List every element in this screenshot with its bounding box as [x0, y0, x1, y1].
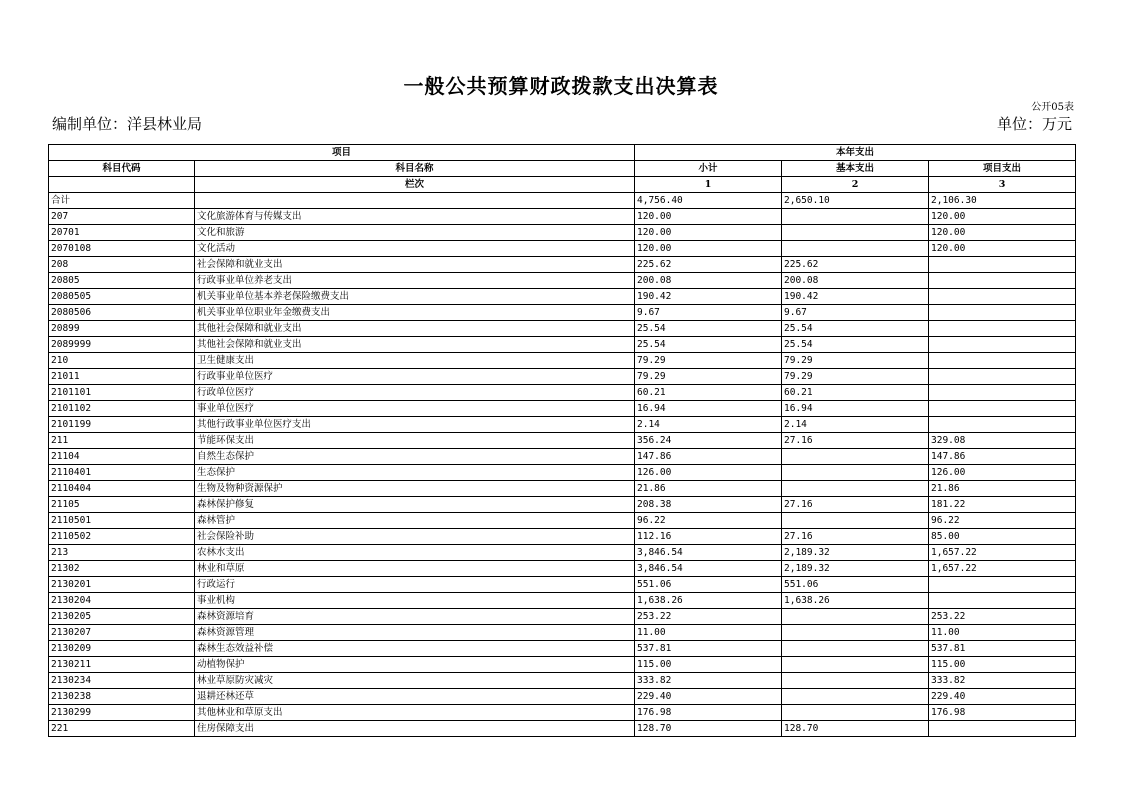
header-row-1 [49, 145, 1076, 161]
basic-cell: 79.29 [782, 353, 929, 369]
table-row [49, 289, 1076, 305]
subtotal-cell: 147.86 [635, 449, 782, 465]
basic-cell: 2,650.10 [782, 193, 929, 209]
basic-cell: 27.16 [782, 433, 929, 449]
name-cell: 森林管护 [195, 513, 635, 529]
name-cell: 行政事业单位养老支出 [195, 273, 635, 289]
project-cell [929, 369, 1076, 385]
subtotal-cell: 21.86 [635, 481, 782, 497]
table-row [49, 721, 1076, 737]
subtotal-cell: 225.62 [635, 257, 782, 273]
reporting-unit: 编制单位：洋县林业局 [52, 115, 203, 133]
code-cell: 21104 [49, 449, 195, 465]
table-row [49, 577, 1076, 593]
subtotal-cell: 60.21 [635, 385, 782, 401]
project-cell: 11.00 [929, 625, 1076, 641]
basic-cell [782, 449, 929, 465]
project-cell: 181.22 [929, 497, 1076, 513]
code-cell: 21105 [49, 497, 195, 513]
project-cell [929, 385, 1076, 401]
code-cell: 2130204 [49, 593, 195, 609]
subtotal-cell: 229.40 [635, 689, 782, 705]
name-cell: 事业单位医疗 [195, 401, 635, 417]
name-cell: 卫生健康支出 [195, 353, 635, 369]
project-cell [929, 337, 1076, 353]
header-col-3: 3 [929, 177, 1076, 193]
name-cell: 机关事业单位职业年金缴费支出 [195, 305, 635, 321]
table-row [49, 465, 1076, 481]
basic-cell [782, 657, 929, 673]
table-row [49, 401, 1076, 417]
subtotal-cell: 356.24 [635, 433, 782, 449]
money-unit: 单位：万元 [996, 115, 1072, 133]
subtotal-cell: 3,846.54 [635, 561, 782, 577]
subtotal-cell: 11.00 [635, 625, 782, 641]
code-cell: 2130211 [49, 657, 195, 673]
code-cell: 2101199 [49, 417, 195, 433]
basic-cell: 200.08 [782, 273, 929, 289]
project-cell: 120.00 [929, 225, 1076, 241]
table-row [49, 705, 1076, 721]
basic-cell [782, 673, 929, 689]
name-cell: 林业和草原 [195, 561, 635, 577]
subtotal-cell: 115.00 [635, 657, 782, 673]
table-row [49, 497, 1076, 513]
code-cell: 20701 [49, 225, 195, 241]
table-row [49, 273, 1076, 289]
code-cell: 21011 [49, 369, 195, 385]
code-cell: 213 [49, 545, 195, 561]
basic-cell: 551.06 [782, 577, 929, 593]
table-row [49, 673, 1076, 689]
basic-cell [782, 225, 929, 241]
code-cell: 2110404 [49, 481, 195, 497]
basic-cell: 9.67 [782, 305, 929, 321]
table-row [49, 241, 1076, 257]
table-row [49, 193, 1076, 209]
project-cell [929, 321, 1076, 337]
code-cell: 合计 [49, 193, 195, 209]
project-cell [929, 593, 1076, 609]
basic-cell: 16.94 [782, 401, 929, 417]
subtotal-cell: 253.22 [635, 609, 782, 625]
name-cell [195, 193, 635, 209]
table-row [49, 321, 1076, 337]
basic-cell [782, 513, 929, 529]
subtotal-cell: 79.29 [635, 369, 782, 385]
name-cell: 其他社会保障和就业支出 [195, 321, 635, 337]
name-cell: 森林资源管理 [195, 625, 635, 641]
name-cell: 生物及物种资源保护 [195, 481, 635, 497]
header-row-2 [49, 161, 1076, 177]
table-row [49, 657, 1076, 673]
table-row [49, 225, 1076, 241]
name-cell: 行政运行 [195, 577, 635, 593]
basic-cell [782, 641, 929, 657]
name-cell: 生态保护 [195, 465, 635, 481]
basic-cell [782, 705, 929, 721]
basic-cell [782, 625, 929, 641]
name-cell: 住房保障支出 [195, 721, 635, 737]
project-cell: 85.00 [929, 529, 1076, 545]
name-cell: 其他行政事业单位医疗支出 [195, 417, 635, 433]
basic-cell: 25.54 [782, 321, 929, 337]
subtotal-cell: 176.98 [635, 705, 782, 721]
code-cell: 2080505 [49, 289, 195, 305]
subtotal-cell: 128.70 [635, 721, 782, 737]
code-cell: 210 [49, 353, 195, 369]
basic-cell: 25.54 [782, 337, 929, 353]
subtotal-cell: 120.00 [635, 209, 782, 225]
header-current-year: 本年支出 [635, 145, 1076, 161]
header-subtotal: 小计 [635, 161, 782, 177]
code-cell: 2130205 [49, 609, 195, 625]
code-cell: 20805 [49, 273, 195, 289]
project-cell: 2,106.30 [929, 193, 1076, 209]
project-cell: 21.86 [929, 481, 1076, 497]
table-row [49, 545, 1076, 561]
project-cell [929, 289, 1076, 305]
name-cell: 文化活动 [195, 241, 635, 257]
subtotal-cell: 2.14 [635, 417, 782, 433]
project-cell: 176.98 [929, 705, 1076, 721]
subtotal-cell: 16.94 [635, 401, 782, 417]
project-cell: 329.08 [929, 433, 1076, 449]
table-row [49, 561, 1076, 577]
code-cell: 2130201 [49, 577, 195, 593]
code-cell: 21302 [49, 561, 195, 577]
table-row [49, 257, 1076, 273]
code-cell: 207 [49, 209, 195, 225]
subtotal-cell: 4,756.40 [635, 193, 782, 209]
subtotal-cell: 96.22 [635, 513, 782, 529]
subtotal-cell: 208.38 [635, 497, 782, 513]
code-cell: 2110401 [49, 465, 195, 481]
subtotal-cell: 3,846.54 [635, 545, 782, 561]
name-cell: 机关事业单位基本养老保险缴费支出 [195, 289, 635, 305]
header-basic: 基本支出 [782, 161, 929, 177]
basic-cell [782, 481, 929, 497]
header-row-3 [49, 177, 1076, 193]
page-title: 一般公共预算财政拨款支出决算表 [403, 74, 719, 98]
code-cell: 221 [49, 721, 195, 737]
project-cell: 126.00 [929, 465, 1076, 481]
expenditure-table [48, 144, 1076, 737]
subtotal-cell: 190.42 [635, 289, 782, 305]
table-row [49, 609, 1076, 625]
code-cell: 2080506 [49, 305, 195, 321]
project-cell [929, 273, 1076, 289]
basic-cell: 225.62 [782, 257, 929, 273]
header-project: 项目 [49, 145, 635, 161]
code-cell: 2070108 [49, 241, 195, 257]
code-cell: 2110502 [49, 529, 195, 545]
code-cell: 20899 [49, 321, 195, 337]
name-cell: 行政单位医疗 [195, 385, 635, 401]
subtotal-cell: 120.00 [635, 241, 782, 257]
name-cell: 动植物保护 [195, 657, 635, 673]
subtotal-cell: 537.81 [635, 641, 782, 657]
name-cell: 自然生态保护 [195, 449, 635, 465]
project-cell: 1,657.22 [929, 545, 1076, 561]
subtotal-cell: 9.67 [635, 305, 782, 321]
code-cell: 2130299 [49, 705, 195, 721]
project-cell: 120.00 [929, 241, 1076, 257]
code-cell: 2101102 [49, 401, 195, 417]
subtotal-cell: 25.54 [635, 321, 782, 337]
table-row [49, 433, 1076, 449]
table-row [49, 529, 1076, 545]
name-cell: 其他社会保障和就业支出 [195, 337, 635, 353]
basic-cell [782, 465, 929, 481]
project-cell: 537.81 [929, 641, 1076, 657]
code-cell: 2089999 [49, 337, 195, 353]
header-col-2: 2 [782, 177, 929, 193]
project-cell [929, 417, 1076, 433]
basic-cell: 2,189.32 [782, 561, 929, 577]
subtotal-cell: 25.54 [635, 337, 782, 353]
table-body [49, 193, 1076, 737]
table-row [49, 481, 1076, 497]
header-blank [49, 177, 195, 193]
table-row [49, 593, 1076, 609]
project-cell: 120.00 [929, 209, 1076, 225]
table-row [49, 417, 1076, 433]
basic-cell: 2.14 [782, 417, 929, 433]
basic-cell: 27.16 [782, 497, 929, 513]
name-cell: 森林资源培育 [195, 609, 635, 625]
basic-cell: 2,189.32 [782, 545, 929, 561]
project-cell: 1,657.22 [929, 561, 1076, 577]
header-project-expense: 项目支出 [929, 161, 1076, 177]
project-cell [929, 401, 1076, 417]
name-cell: 其他林业和草原支出 [195, 705, 635, 721]
project-cell: 333.82 [929, 673, 1076, 689]
header-col-label: 栏次 [195, 177, 635, 193]
code-cell: 2130234 [49, 673, 195, 689]
name-cell: 文化和旅游 [195, 225, 635, 241]
subtotal-cell: 200.08 [635, 273, 782, 289]
basic-cell [782, 209, 929, 225]
name-cell: 社会保障和就业支出 [195, 257, 635, 273]
project-cell [929, 257, 1076, 273]
table-row [49, 641, 1076, 657]
name-cell: 文化旅游体育与传媒支出 [195, 209, 635, 225]
name-cell: 节能环保支出 [195, 433, 635, 449]
subtotal-cell: 79.29 [635, 353, 782, 369]
basic-cell: 79.29 [782, 369, 929, 385]
subtotal-cell: 120.00 [635, 225, 782, 241]
name-cell: 退耕还林还草 [195, 689, 635, 705]
header-col-1: 1 [635, 177, 782, 193]
basic-cell: 128.70 [782, 721, 929, 737]
basic-cell: 190.42 [782, 289, 929, 305]
name-cell: 农林水支出 [195, 545, 635, 561]
code-cell: 2130207 [49, 625, 195, 641]
project-cell: 115.00 [929, 657, 1076, 673]
project-cell [929, 305, 1076, 321]
name-cell: 森林生态效益补偿 [195, 641, 635, 657]
project-cell: 253.22 [929, 609, 1076, 625]
code-cell: 2110501 [49, 513, 195, 529]
form-number: 公开05表 [1031, 102, 1074, 113]
table-row [49, 449, 1076, 465]
subtotal-cell: 112.16 [635, 529, 782, 545]
code-cell: 211 [49, 433, 195, 449]
code-cell: 2130209 [49, 641, 195, 657]
project-cell: 229.40 [929, 689, 1076, 705]
basic-cell: 1,638.26 [782, 593, 929, 609]
table-row [49, 337, 1076, 353]
subtotal-cell: 333.82 [635, 673, 782, 689]
project-cell [929, 577, 1076, 593]
table-row [49, 513, 1076, 529]
project-cell [929, 353, 1076, 369]
basic-cell: 27.16 [782, 529, 929, 545]
basic-cell [782, 241, 929, 257]
header-name: 科目名称 [195, 161, 635, 177]
basic-cell: 60.21 [782, 385, 929, 401]
table-row [49, 353, 1076, 369]
name-cell: 社会保险补助 [195, 529, 635, 545]
subtotal-cell: 1,638.26 [635, 593, 782, 609]
table-row [49, 689, 1076, 705]
name-cell: 行政事业单位医疗 [195, 369, 635, 385]
table-row [49, 625, 1076, 641]
project-cell: 96.22 [929, 513, 1076, 529]
table-row [49, 305, 1076, 321]
subtotal-cell: 126.00 [635, 465, 782, 481]
basic-cell [782, 689, 929, 705]
header-code: 科目代码 [49, 161, 195, 177]
code-cell: 208 [49, 257, 195, 273]
project-cell [929, 721, 1076, 737]
code-cell: 2130238 [49, 689, 195, 705]
name-cell: 林业草原防灾减灾 [195, 673, 635, 689]
name-cell: 森林保护修复 [195, 497, 635, 513]
table-row [49, 209, 1076, 225]
name-cell: 事业机构 [195, 593, 635, 609]
subtotal-cell: 551.06 [635, 577, 782, 593]
basic-cell [782, 609, 929, 625]
table-row [49, 385, 1076, 401]
project-cell: 147.86 [929, 449, 1076, 465]
table-row [49, 369, 1076, 385]
code-cell: 2101101 [49, 385, 195, 401]
